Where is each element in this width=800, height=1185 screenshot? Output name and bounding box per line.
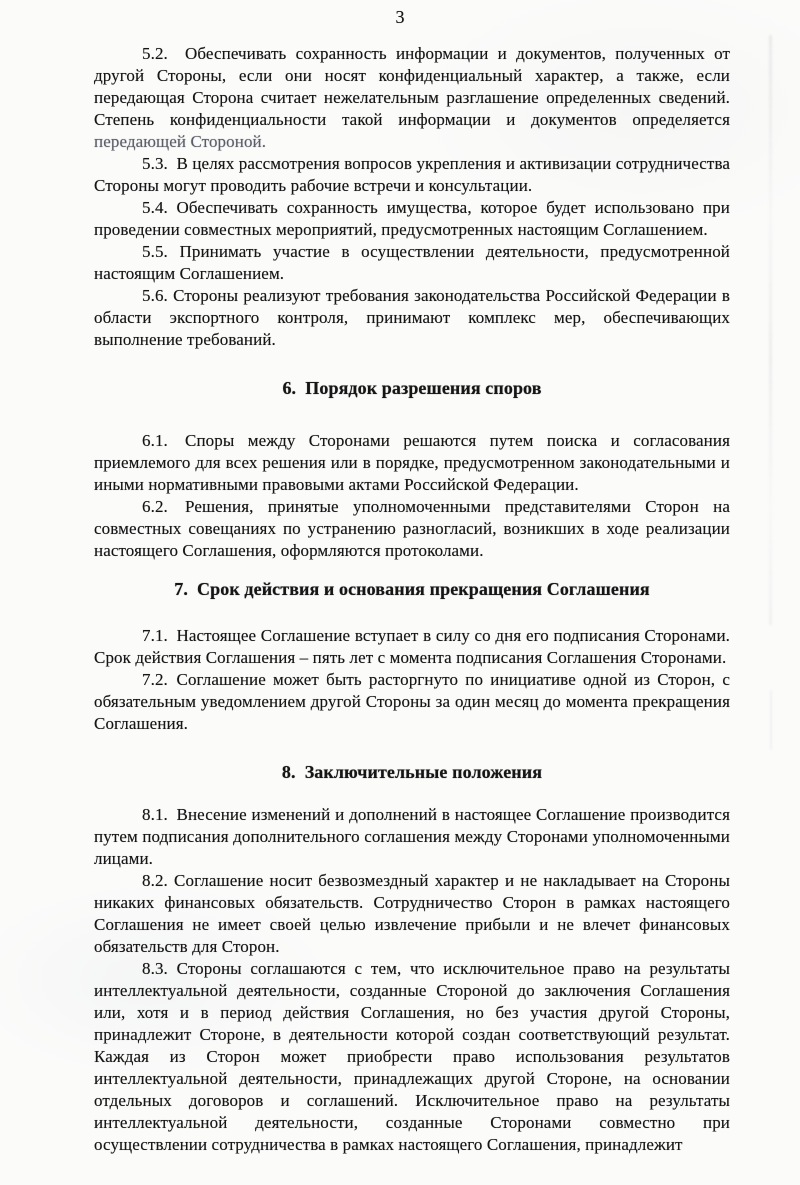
paragraph-clause-6-1: 6.1. Споры между Сторонами решаются путем поиска и согласования приемлемого для всех решения или в порядке, предусмотренном законодательными и иными нормативными правовыми актами Российской Федерации. — [94, 431, 730, 494]
paragraph-clause-5-6: 5.6. Стороны реализуют требования законодательства Российской Федерации в области экспортного контроля, принимают комплекс мер, обеспечивающих выполнение требований. — [94, 286, 730, 349]
page-number: 3 — [395, 7, 405, 27]
document-content — [94, 43, 730, 1156]
paragraph-clause-6-2: 6.2. Решения, принятые уполномоченными представителями Сторон на совместных совещаниях по устранению разногласий, возникших в ходе реализации настоящего Соглашения, оформляются протоколами. — [94, 497, 730, 560]
paragraph-clause-8-3: 8.3. Стороны соглашаются с тем, что исключительное право на результаты интеллектуальной деятельности, созданные Стороной до заключения Соглашения или, хотя и в период действия Соглашения, но без участия другой Стороны, принадлежит Стороне, в деятельности которой создан соответствующий результат. Каждая из Сторон может приобрести право использования результатов интеллектуальной деятельности, принадлежащих другой Стороне, на основании отдельных договоров и соглашений. Исключительное право на результаты интеллектуальной деятельности, созданные Сторонами совместно при осуществлении сотрудничества в рамках настоящего Соглашения, принадлежит — [94, 959, 730, 1154]
paragraph-clause-5-2-faded-text: передающей Стороной. — [94, 132, 267, 151]
section-heading-6: 6. Порядок разрешения споров — [282, 378, 542, 398]
paragraph-clause-5-5: 5.5. Принимать участие в осуществлении деятельности, предусмотренной настоящим Соглашением. — [94, 242, 730, 283]
paragraph-clause-5-2-text: 5.2. Обеспечивать сохранность информации и документов, полученных от другой Стороны, если они носят конфиденциальный характер, а также, если передающая Сторона считает нежелательным разглашение определенных сведений. Степень конфиденциальности такой информации и документов определяется — [94, 44, 730, 129]
scan-artifact-streak — [769, 35, 772, 625]
paragraph-clause-8-1: 8.1. Внесение изменений и дополнений в настоящее Соглашение производится путем подписания дополнительного соглашения между Сторонами уполномоченными лицами. — [94, 805, 730, 868]
paragraph-clause-5-4: 5.4. Обеспечивать сохранность имущества, которое будет использовано при проведении совместных мероприятий, предусмотренных настоящим Соглашением. — [94, 198, 730, 239]
paragraph-clause-8-2: 8.2. Соглашение носит безвозмездный характер и не накладывает на Стороны никаких финансовых обязательств. Сотрудничество Сторон в рамках настоящего Соглашения не имеет своей целью извлечение прибыли и не влечет финансовых обязательств для Сторон. — [94, 871, 730, 956]
paragraph-clause-5-3: 5.3. В целях рассмотрения вопросов укрепления и активизации сотрудничества Стороны могут проводить рабочие встречи и консультации. — [94, 154, 730, 195]
section-heading-8: 8. Заключительные положения — [281, 762, 543, 782]
paragraph-clause-7-2: 7.2. Соглашение может быть расторгнуто по инициативе одной из Сторон, с обязательным уведомлением другой Стороны за один месяц до момента прекращения Соглашения. — [94, 670, 730, 733]
paragraph-clause-5-2 — [94, 43, 730, 153]
paragraph-clause-7-1: 7.1. Настоящее Соглашение вступает в силу со дня его подписания Сторонами. Срок действия Соглашения – пять лет с момента подписания Соглашения Сторонами. — [94, 626, 730, 667]
section-heading-7: 7. Срок действия и основания прекращения Соглашения — [174, 579, 650, 599]
scan-artifact-speck — [770, 690, 772, 750]
